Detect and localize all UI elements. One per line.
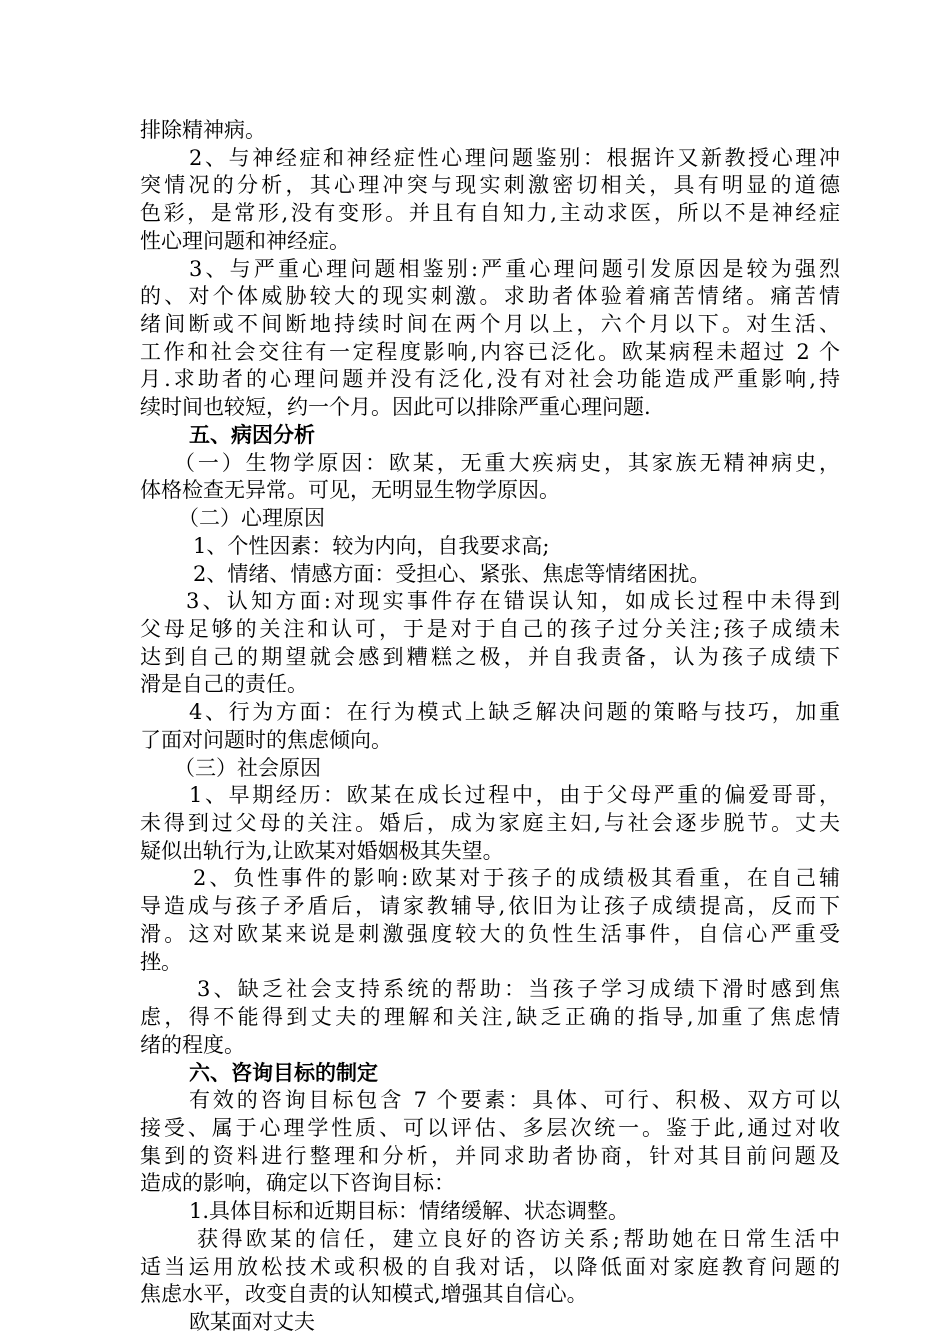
subsection-heading: （三）社会原因 bbox=[174, 756, 321, 780]
text-line: 色彩，是常形,没有变形。并且有自知力,主动求医，所以不是神经症 bbox=[140, 201, 840, 225]
text-line: 接受、属于心理学性质、可以评估、多层次统一。鉴于此,通过对收 bbox=[140, 1116, 840, 1140]
text-line: 父母足够的关注和认可，于是对于自己的孩子过分关注;孩子成绩未 bbox=[140, 617, 840, 641]
text-line: 滑是自己的责任。 bbox=[140, 672, 308, 696]
text-line: 体格检查无异常。可见，无明显生物学原因。 bbox=[140, 478, 560, 502]
text-line: 2、情绪、情感方面：受担心、紧张、焦虑等情绪困扰。 bbox=[193, 562, 711, 586]
text-line: 挫。 bbox=[140, 950, 182, 974]
section-heading: 六、咨询目标的制定 bbox=[189, 1060, 378, 1085]
text-line: 4、行为方面：在行为模式上缺乏解决问题的策略与技巧，加重 bbox=[189, 700, 840, 724]
text-line: 工作和社会交往有一定程度影响,内容已泛化。欧某病程未超过 2 个 bbox=[140, 340, 840, 364]
text-line: 了面对问题时的焦虑倾向。 bbox=[140, 728, 392, 752]
text-line: 绪间断或不间断地持续时间在两个月以上，六个月以下。对生活、 bbox=[140, 312, 840, 336]
text-line: 虑，得不能得到丈夫的理解和关注,缺乏正确的指导,加重了焦虑情 bbox=[140, 1005, 840, 1029]
text-line: 有效的咨询目标包含 7 个要素：具体、可行、积极、双方可以 bbox=[189, 1088, 840, 1112]
text-line: 焦虑水平，改变自责的认知模式,增强其自信心。 bbox=[140, 1282, 588, 1306]
text-line: 月.求助者的心理问题并没有泛化,没有对社会功能造成严重影响,持 bbox=[140, 367, 840, 391]
text-line: 1、早期经历：欧某在成长过程中，由于父母严重的偏爱哥哥， bbox=[189, 783, 840, 807]
text-line: 3、与严重心理问题相鉴别:严重心理问题引发原因是较为强烈 bbox=[189, 257, 840, 281]
text-line: 未得到过父母的关注。婚后，成为家庭主妇,与社会逐步脱节。丈夫 bbox=[140, 811, 840, 835]
text-line: 突情况的分析，其心理冲突与现实刺激密切相关，具有明显的道德 bbox=[140, 173, 840, 197]
text-line: 1.具体目标和近期目标：情绪缓解、状态调整。 bbox=[189, 1199, 630, 1223]
section-heading: 五、病因分析 bbox=[189, 422, 315, 447]
text-line: 的、对个体威胁较大的现实刺激。求助者体验着痛苦情绪。痛苦情 bbox=[140, 284, 840, 308]
text-line: 1、个性因素：较为内向，自我要求高; bbox=[193, 534, 550, 558]
text-line: 3、认知方面:对现实事件存在错误认知，如成长过程中未得到 bbox=[186, 589, 840, 613]
text-line: 造成的影响，确定以下咨询目标： bbox=[140, 1171, 455, 1195]
text-line: 集到的资料进行整理和分析，并同求助者协商，针对其目前问题及 bbox=[140, 1144, 840, 1168]
text-line: 2、与神经症和神经症性心理问题鉴别：根据许又新教授心理冲 bbox=[189, 146, 840, 170]
text-line: 适当运用放松技术或积极的自我对话，以降低面对家庭教育问题的 bbox=[140, 1255, 840, 1279]
text-line: （一）生物学原因：欧某，无重大疾病史，其家族无精神病史， bbox=[174, 451, 840, 475]
text-line: 欧某面对丈夫 bbox=[189, 1310, 315, 1334]
text-line: 排除精神病。 bbox=[140, 118, 266, 142]
text-line: 导造成与孩子矛盾后，请家教辅导,依旧为让孩子成绩提高，反而下 bbox=[140, 894, 840, 918]
text-line: 续时间也较短，约一个月。因此可以排除严重心理问题. bbox=[140, 395, 651, 419]
text-line: 疑似出轨行为,让欧某对婚姻极其失望。 bbox=[140, 839, 504, 863]
subsection-heading: （二）心理原因 bbox=[178, 506, 325, 530]
text-line: 绪的程度。 bbox=[140, 1033, 245, 1057]
text-line: 获得欧某的信任，建立良好的咨访关系;帮助她在日常生活中 bbox=[197, 1227, 840, 1251]
text-line: 滑。这对欧某来说是刺激强度较大的负性生活事件，自信心严重受 bbox=[140, 922, 840, 946]
text-line: 3、缺乏社会支持系统的帮助：当孩子学习成绩下滑时感到焦 bbox=[197, 977, 840, 1001]
text-line: 2、负性事件的影响:欧某对于孩子的成绩极其看重，在自己辅 bbox=[193, 866, 840, 890]
text-line: 性心理问题和神经症。 bbox=[140, 229, 350, 253]
text-line: 达到自己的期望就会感到糟糕之极，并自我责备，认为孩子成绩下 bbox=[140, 645, 840, 669]
